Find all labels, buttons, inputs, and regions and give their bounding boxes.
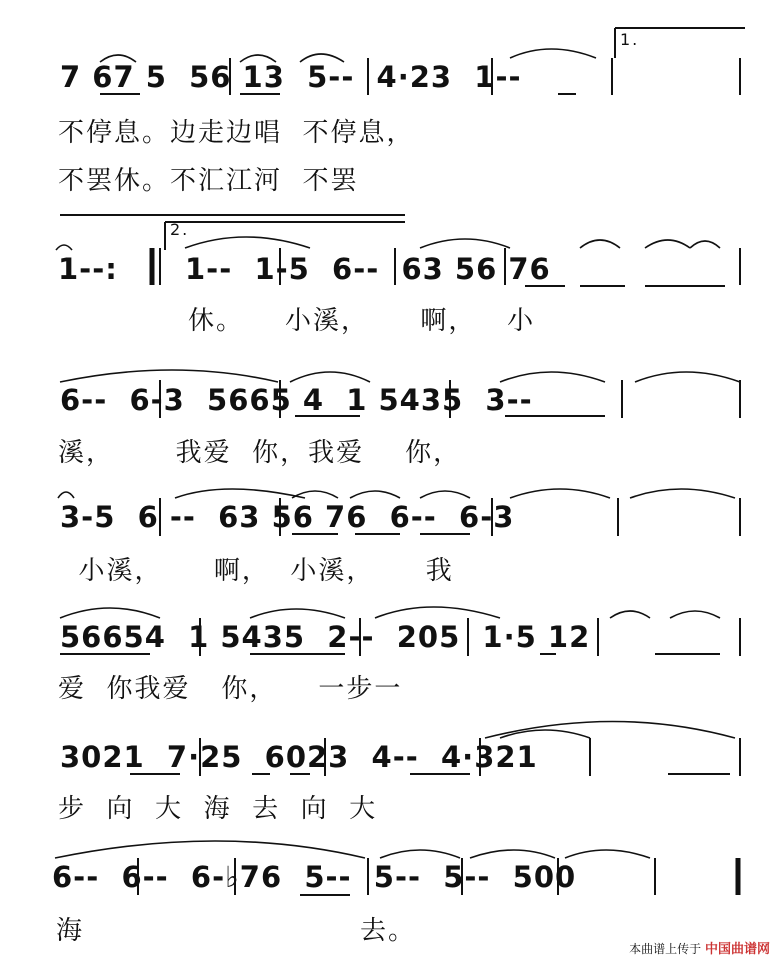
score-row-1-notes: 7 67 5 56 13 5-- 4·23 1-- [60, 60, 522, 94]
score-row-1-lyrics-1: 不停息。边走边唱 不停息， [58, 118, 415, 148]
score-row-6-lyrics: 步 向 大 海 去 向 大 [58, 794, 378, 824]
score-row-6-notes: 3021 7·25 6023 4-- 4·321 [60, 740, 538, 774]
score-row-4-lyrics: 小溪， 啊， 小溪， 我 [58, 556, 454, 586]
watermark-brand: 中国曲谱网 [704, 942, 770, 957]
score-row-3-notes: 6-- 6-3 5665 4 1 5435 3-- [60, 383, 533, 417]
score-row-7-lyrics-a: 海 [56, 916, 85, 946]
score-row-7-notes: 6-- 6-- 6-♭76 5-- 5-- 5-- 500 [52, 860, 577, 894]
score-row-5-lyrics: 爱 你我爱 你， 一步一 [58, 674, 403, 704]
score-row-4-notes: 3-5 6 -- 63 56 76 6-- 6-3 [60, 500, 515, 534]
score-row-5-notes: 56654 1 5435 2-- 205 1·5 12 [60, 620, 591, 654]
score-row-2-notes-a: 1--: [58, 252, 118, 286]
score-row-3-lyrics: 溪， 我爱 你，我爱 你， [58, 438, 462, 468]
volta-1-label: 1. [620, 30, 640, 49]
score-row-1-lyrics-2: 不罢休。不汇江河 不罢 [58, 166, 359, 196]
score-row-2-lyrics: 休。 小溪， 啊， 小 [188, 306, 536, 336]
score-row-7-lyrics-b: 去。 [360, 916, 417, 946]
watermark-prefix: 本曲谱上传于 [629, 942, 702, 956]
score-row-2-notes-b: 1-- 1-5 6-- 63 56 76 [185, 252, 551, 286]
volta-2-label: 2. [170, 220, 190, 239]
watermark [629, 938, 770, 957]
